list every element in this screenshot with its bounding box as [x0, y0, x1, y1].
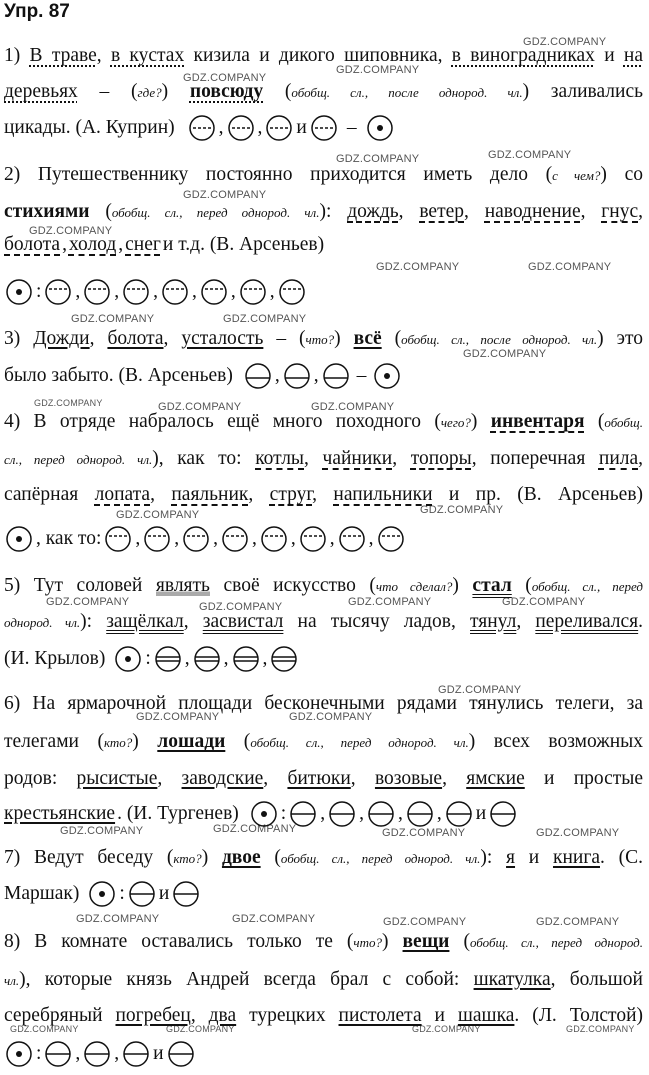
watermark: GDZ.COMPANY — [199, 601, 283, 613]
ex2-scheme: : , , , , , , — [4, 278, 307, 306]
watermark: GDZ.COMPANY — [536, 916, 620, 928]
subject-circle-icon — [321, 362, 351, 390]
watermark: GDZ.COMPANY — [60, 825, 144, 837]
watermark: GDZ.COMPANY — [183, 189, 267, 201]
watermark: GDZ.COMPANY — [383, 916, 467, 928]
ex2-line3: болота , холод , снег и т.д. (В. Арсеньев) — [4, 234, 325, 255]
subject-circle-icon — [166, 1040, 196, 1068]
watermark: GDZ.COMPANY — [46, 596, 130, 608]
member-circle-icon — [181, 525, 211, 553]
subject-circle-icon — [282, 362, 312, 390]
general-word-icon — [249, 800, 279, 828]
watermark: GDZ.COMPANY — [213, 823, 297, 835]
watermark: GDZ.COMPANY — [566, 1024, 635, 1034]
watermark: GDZ.COMPANY — [523, 36, 607, 48]
subject-circle-icon — [171, 880, 201, 908]
member-circle-icon — [238, 278, 268, 306]
watermark: GDZ.COMPANY — [412, 1024, 481, 1034]
member-circle-icon — [376, 525, 406, 553]
general-word-icon — [365, 114, 395, 142]
ex6-line1: 6) На ярмарочной площади бесконечными рядами тянулись телеги, за — [4, 693, 643, 714]
ex3-line2: было забыто. (В. Арсеньев) , , – — [4, 362, 402, 390]
watermark: GDZ.COMPANY — [528, 261, 612, 273]
watermark: GDZ.COMPANY — [488, 149, 572, 161]
watermark: GDZ.COMPANY — [438, 684, 522, 696]
ex7-line1: 7) Ведут беседу (кто?) двое (обобщ. сл., перед однород. чл.): я и книга. (С. — [4, 847, 643, 868]
subject-circle-icon — [488, 800, 518, 828]
ex4-scheme: , как то: , , , , , , , — [4, 525, 406, 553]
ex4-line3: сапёрная лопата, паяльник, струг, напильники и пр. (В. Арсеньев) — [4, 484, 644, 505]
watermark: GDZ.COMPANY — [34, 398, 103, 408]
member-circle-icon — [103, 525, 133, 553]
general-word-icon — [4, 525, 34, 553]
subject-circle-icon — [405, 800, 435, 828]
subject-circle-icon — [82, 1040, 112, 1068]
watermark: GDZ.COMPANY — [382, 827, 466, 839]
subject-circle-icon — [444, 800, 474, 828]
watermark: GDZ.COMPANY — [10, 1024, 79, 1034]
watermark: GDZ.COMPANY — [348, 596, 432, 608]
watermark: GDZ.COMPANY — [420, 504, 504, 516]
watermark: GDZ.COMPANY — [116, 509, 200, 521]
watermark: GDZ.COMPANY — [463, 348, 547, 360]
watermark: GDZ.COMPANY — [136, 711, 220, 723]
ex1-line3: цикады. (А. Куприн) , , и – — [4, 114, 395, 142]
member-circle-icon — [298, 525, 328, 553]
member-circle-icon — [121, 278, 151, 306]
ex5-line3: (И. Крылов) : , , , — [4, 645, 299, 673]
member-circle-icon — [187, 114, 217, 142]
ex5-line1: 5) Тут соловей являть своё искусство (что сделал?) стал (обобщ. сл., перед — [4, 575, 644, 596]
ex6-line3: родов: рысистые, заводские, битюки, возовые, ямские и простые — [4, 768, 644, 789]
member-circle-icon — [309, 114, 339, 142]
member-circle-icon — [199, 278, 229, 306]
watermark: GDZ.COMPANY — [183, 72, 267, 84]
watermark: GDZ.COMPANY — [166, 1024, 235, 1034]
member-circle-icon — [82, 278, 112, 306]
ex7-line2: Маршак) : и — [4, 880, 201, 908]
watermark: GDZ.COMPANY — [336, 64, 420, 76]
subject-circle-icon — [327, 800, 357, 828]
member-circle-icon — [277, 278, 307, 306]
predicate-circle-icon — [153, 645, 183, 673]
watermark: GDZ.COMPANY — [336, 153, 420, 165]
watermark: GDZ.COMPANY — [71, 313, 155, 325]
member-circle-icon — [337, 525, 367, 553]
ex8-line3: серебряный погребец, два турецких пистолета и шашка. (Л. Толстой) — [4, 1005, 643, 1026]
member-circle-icon — [43, 278, 73, 306]
general-word-icon — [4, 1040, 34, 1068]
member-circle-icon — [264, 114, 294, 142]
member-circle-icon — [142, 525, 172, 553]
ex5-line2: однород. чл.): защёлкал, засвистал на тысячу ладов, тянул, переливался. — [4, 611, 644, 632]
watermark: GDZ.COMPANY — [76, 913, 160, 925]
ex6-line2: телегами (кто?) лошади (обобщ. сл., перед однород. чл.) всех возможных — [4, 731, 643, 752]
general-word-icon — [87, 880, 117, 908]
ex4-line2: сл., перед однород. чл.), как то: котлы, чайники, топоры, поперечная пила, — [4, 448, 644, 469]
ex8-line1: 8) В комнате оставались только те (что?) вещи (обобщ. сл., перед однород. — [4, 931, 643, 952]
ex6-line4: крестьянские . (И. Тургенев) : , , , , и — [4, 800, 518, 828]
member-circle-icon — [226, 114, 256, 142]
watermark: GDZ.COMPANY — [232, 913, 316, 925]
watermark: GDZ.COMPANY — [29, 225, 113, 237]
predicate-circle-icon — [192, 645, 222, 673]
exercise-title: Упр. 87 — [4, 1, 70, 22]
general-word-icon — [4, 278, 34, 306]
watermark: GDZ.COMPANY — [502, 596, 586, 608]
ex1-line2: деревьях – (где?) повсюду (обобщ. сл., после однород. чл.) заливались — [4, 81, 643, 102]
ex2-line1: 2) Путешественнику постоянно приходится иметь дело (с чем?) со — [4, 164, 643, 185]
predicate-circle-icon — [231, 645, 261, 673]
ex4-line1: 4) В отряде набралось ещё много походного (чего?) инвентаря (обобщ. — [4, 411, 643, 432]
watermark: GDZ.COMPANY — [223, 313, 307, 325]
ex2-line2: стихиями (обобщ. сл., перед однород. чл.): дождь, ветер, наводнение, гнус, — [4, 201, 643, 222]
subject-circle-icon — [366, 800, 396, 828]
watermark: GDZ.COMPANY — [311, 401, 395, 413]
watermark: GDZ.COMPANY — [158, 401, 242, 413]
ex3-line1: 3) Дожди, болота, усталость – (что?) всё (обобщ. сл., после однород. чл.) это — [4, 328, 643, 349]
general-word-icon — [113, 645, 143, 673]
general-word-icon — [372, 362, 402, 390]
predicate-circle-icon — [269, 645, 299, 673]
subject-circle-icon — [121, 1040, 151, 1068]
watermark: GDZ.COMPANY — [536, 827, 620, 839]
ex8-scheme: : , , и — [4, 1040, 196, 1068]
subject-circle-icon — [288, 800, 318, 828]
subject-circle-icon — [43, 1040, 73, 1068]
subject-circle-icon — [243, 362, 273, 390]
subject-circle-icon — [127, 880, 157, 908]
member-circle-icon — [160, 278, 190, 306]
member-circle-icon — [259, 525, 289, 553]
ex8-line2: чл.), которые князь Андрей всегда брал с собой: шкатулка, большой — [4, 969, 643, 990]
ex1-line1: 1) В траве, в кустах кизила и дикого шиповника, в виноградниках и на — [4, 45, 644, 66]
member-circle-icon — [220, 525, 250, 553]
watermark: GDZ.COMPANY — [289, 711, 373, 723]
watermark: GDZ.COMPANY — [376, 261, 460, 273]
